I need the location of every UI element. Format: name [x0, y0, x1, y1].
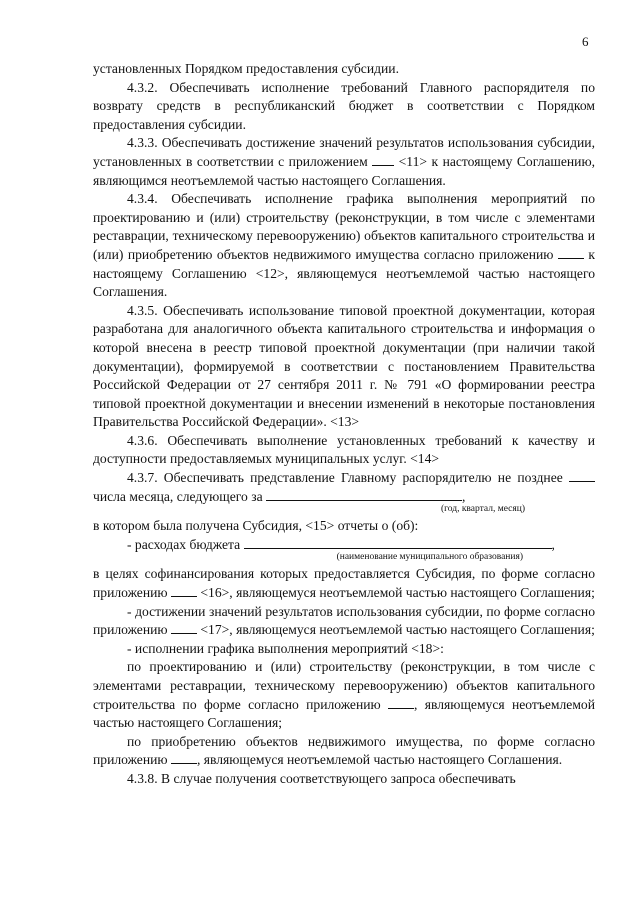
- paragraph-text: числа месяца, следующего за: [93, 488, 263, 504]
- blank-line: [569, 469, 595, 482]
- blank-line: [171, 584, 197, 597]
- caption-municipality: (наименование муниципального образования): [336, 552, 523, 563]
- paragraph-text: , являющемуся неотъемлемой частью настоящего Соглашения;: [93, 696, 595, 731]
- paragraph: [93, 60, 595, 79]
- paragraph-text: <11> к настоящему Соглашению, являющимся неотъемлемой частью настоящего Соглашения.: [93, 153, 596, 188]
- blank-line: [171, 621, 197, 634]
- paragraph-text: <16>, являющемуся неотъемлемой частью настоящего Соглашения;: [200, 585, 595, 601]
- paragraph-4-3-7: [93, 469, 595, 506]
- paragraph-text: 4.3.3. Обеспечивать достижение значений результатов использования субсидии, установленных в соответствии с приложением: [93, 135, 595, 169]
- paragraph: [93, 517, 595, 536]
- paragraph-text: 4.3.8. В случае получения соответствующего запроса обеспечивать: [127, 770, 516, 786]
- paragraph-text: 4.3.7. Обеспечивать представление Главному распорядителю не позднее: [127, 470, 563, 486]
- caption-period: (год, квартал, месяц): [440, 504, 525, 515]
- blank-line: [388, 696, 414, 709]
- document-body: [93, 60, 595, 789]
- blank-line: [558, 246, 584, 259]
- period-blank-line: [266, 488, 462, 501]
- paragraph: [93, 565, 595, 602]
- paragraph-schedule: [93, 640, 595, 659]
- blank-line: [171, 751, 197, 764]
- paragraph-4-3-4: [93, 190, 595, 302]
- paragraph-4-3-2: [93, 79, 595, 135]
- paragraph-acquisition: [93, 733, 595, 770]
- paragraph-text: по проектированию и (или) строительству (реконструкции, в том числе с элементами реставрации, техническому перевооружению) объектов капитального строительства по форме согласно приложению: [93, 659, 595, 712]
- paragraph-design-construction: [93, 658, 595, 732]
- paragraph-text: , являющемуся неотъемлемой частью настоящего Соглашения.: [196, 752, 563, 768]
- paragraph-text: <17>, являющемуся неотъемлемой частью настоящего Соглашения;: [200, 622, 595, 638]
- municipality-blank-line: [244, 536, 552, 549]
- paragraph-text: в целях софинансирования которых предоставляется Субсидия, по форме согласно приложению: [93, 566, 595, 601]
- paragraph-text: 4.3.5. Обеспечивать использование типовой проектной документации, которая разработана для аналогичного объекта капитального строительства и информация о которой внесена в реестр типовой проектной документации (при наличии такой документации), формируемой в соответствии с постановлением Правительства Российской Федерации от 27 сентября 2011 г. № 791 «О формировании реестра типовой проектной документации и внесении изменений в некоторые постановления Правительства Российской Федерации». <13>: [93, 302, 595, 430]
- paragraph-text: по приобретению объектов недвижимого имущества, по форме согласно приложению: [93, 733, 595, 768]
- paragraph-text: ,: [462, 488, 466, 504]
- paragraph-text: ,: [551, 536, 555, 552]
- page-number: 6: [582, 34, 589, 49]
- paragraph-text: 4.3.6. Обеспечивать выполнение установленных требований к качеству и доступности предоставляемых муниципальных услуг. <14>: [93, 432, 595, 467]
- paragraph-text: - расходах бюджета: [127, 536, 241, 552]
- paragraph-text: в котором была получена Субсидия, <15> отчеты о (об):: [93, 518, 419, 534]
- paragraph-results: [93, 603, 595, 640]
- paragraph-text: - исполнении графика выполнения мероприятий <18>:: [127, 640, 444, 656]
- paragraph-4-3-5: [93, 302, 595, 432]
- blank-line: [372, 153, 394, 166]
- paragraph-text: - достижении значений результатов использования субсидии, по форме согласно приложению: [93, 603, 595, 638]
- paragraph-4-3-3: [93, 134, 595, 190]
- paragraph-4-3-8: [93, 770, 595, 789]
- paragraph-text: 4.3.2. Обеспечивать исполнение требований Главного распорядителя по возврату средств в республиканский бюджет в соответствии с Порядком предоставления субсидии.: [93, 79, 595, 132]
- paragraph-text: 4.3.4. Обеспечивать исполнение графика выполнения мероприятий по проектированию и (или) строительству (реконструкции, в том числе с элементами реставрации, техническому перевооружению) объектов капитального строительства и (или) приобретению объектов недвижимого имущества согласно приложению: [93, 191, 595, 262]
- paragraph-text: к настоящему Соглашению <12>, являющемуся неотъемлемой частью настоящего Соглашения.: [93, 246, 595, 300]
- paragraph-4-3-6: [93, 432, 595, 469]
- paragraph-text: установленных Порядком предоставления субсидии.: [93, 61, 399, 76]
